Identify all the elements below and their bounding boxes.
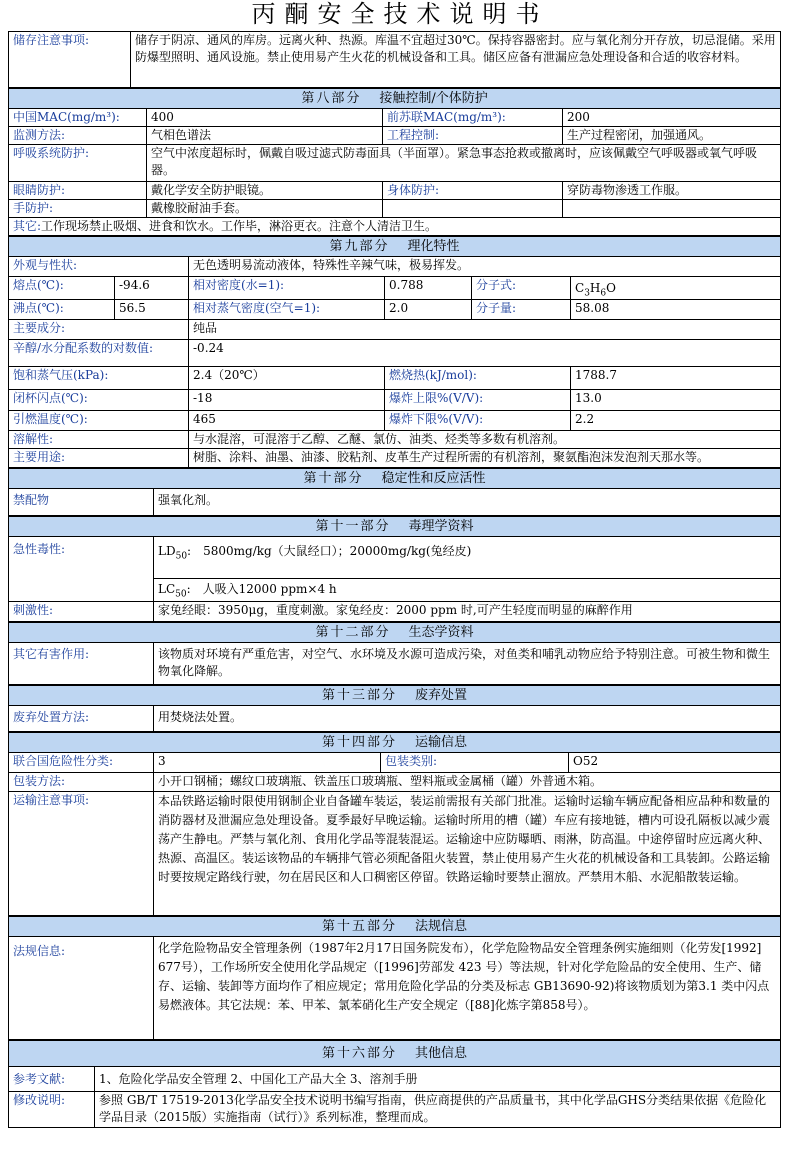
- melting-point-label: 熔点(℃):: [9, 277, 115, 300]
- lc50-text: : 人吸入12000 ppm×4 h: [186, 582, 337, 596]
- other-hazard-value: 该物质对环境有严重危害，对空气、水环境及水源可造成污染，对鱼类和哺乳动物应给予特别注意。可被生物和微生物氧化降解。: [154, 643, 781, 685]
- section-16-title: 其他信息: [415, 1046, 468, 1061]
- revision-value: 参照 GB/T 17519-2013化学品安全技术说明书编写指南，供应商提供的产品质量书，其中化学品GHS分类结果依据《危险化学品目录（2015版）实施指南（试行）》系列标准，整理而成。: [95, 1092, 781, 1128]
- lower-explosive-limit-label: 爆炸下限%(V/V):: [385, 411, 571, 431]
- section-12-header: [9, 623, 781, 643]
- section-9-header: [9, 237, 781, 257]
- package-category-value: O52: [569, 753, 781, 773]
- section-13-title: 废弃处置: [415, 688, 468, 703]
- other-protect-label: 其它:: [13, 219, 42, 233]
- un-class-label: 联合国危险性分类:: [9, 753, 154, 773]
- package-category-label: 包装类别:: [381, 753, 569, 773]
- section-12-table: [8, 622, 781, 685]
- lc50-prefix: LC: [158, 582, 176, 596]
- boiling-point-label: 沸点(℃):: [9, 300, 115, 320]
- formula-c-count: 3: [584, 288, 590, 299]
- section-11-number: 第十一部分: [315, 519, 391, 534]
- hand-protect-label: 手防护:: [9, 200, 147, 218]
- lower-explosive-limit-value: 2.2: [571, 411, 781, 431]
- section-10-number: 第十部分: [303, 471, 364, 486]
- flash-point-value: -18: [189, 390, 385, 411]
- section-10-table: [8, 468, 781, 516]
- boiling-point-value: 56.5: [115, 300, 189, 320]
- rel-density-water-label: 相对密度(水=1):: [189, 277, 385, 300]
- irritation-label: 刺激性:: [9, 602, 154, 622]
- combustion-heat-label: 燃烧热(kJ/mol):: [385, 367, 571, 390]
- main-use-label: 主要用途:: [9, 449, 189, 468]
- section-11-table: [8, 516, 781, 622]
- transport-notes-label: 运输注意事项:: [9, 792, 154, 916]
- ld50-text: : 5800mg/kg（大鼠经口）；20000mg/kg(兔经皮): [187, 544, 472, 558]
- monitor-value: 气相色谱法: [147, 127, 383, 145]
- section-9-number: 第九部分: [329, 239, 390, 254]
- formula-label: 分子式:: [472, 277, 571, 300]
- transport-notes-value: 本品铁路运输时限使用钢制企业自备罐车装运，装运前需报有关部门批准。运输时运输车辆应配备相应品种和数量的消防器材及泄漏应急处理设备。夏季最好早晚运输。运输时所用的槽（罐）车应有接地链，槽内可设孔隔板以减少震荡产生静电。严禁与氧化剂、食用化学品等混装混运。运输途中应防曝晒、雨淋，防高温。中途停留时应远离火种、热源、高温区。装运该物品的车辆排气管必须配备阻火装置，禁止使用易产生火花的机械设备和工具装卸。公路运输时要按规定路线行驶，勿在居民区和人口稠密区停留。铁路运输时要禁止溜放。严禁用木船、水泥船散装运输。: [154, 792, 781, 916]
- acute-toxicity-label: 急性毒性:: [9, 537, 154, 602]
- resp-protect-label: 呼吸系统防护:: [9, 145, 147, 182]
- section-14-header: [9, 733, 781, 753]
- monitor-label: 监测方法:: [9, 127, 147, 145]
- formula-h: H: [589, 281, 601, 295]
- eye-protect-label: 眼睛防护:: [9, 182, 147, 200]
- section-14-number: 第十四部分: [322, 735, 398, 750]
- section-14-title: 运输信息: [415, 735, 468, 750]
- upper-explosive-limit-value: 13.0: [571, 390, 781, 411]
- main-component-label: 主要成分:: [9, 320, 189, 340]
- section-15-table: [8, 916, 781, 1040]
- section-13-number: 第十三部分: [321, 688, 397, 703]
- mac-cn-label: 中国MAC(mg/m³):: [9, 109, 147, 127]
- section-9-table: [8, 236, 781, 468]
- document-title: 丙酮安全技术说明书: [251, 0, 549, 28]
- molecular-weight-value: 58.08: [571, 300, 781, 320]
- package-method-label: 包装方法:: [9, 773, 154, 792]
- appearance-value: 无色透明易流动液体，特殊性辛辣气味，极易挥发。: [189, 257, 781, 277]
- resp-protect-value: 空气中浓度超标时，佩戴自吸过滤式防毒面具（半面罩）。紧急事态抢救或撤离时，应该佩戴空气呼吸器或氧气呼吸器。: [147, 145, 781, 182]
- section-14-table: [8, 732, 781, 916]
- section-15-number: 第十五部分: [321, 919, 397, 934]
- section-8-title: 接触控制/个体防护: [379, 91, 488, 106]
- formula-c: C: [575, 281, 585, 295]
- eng-control-value: 生产过程密闭，加强通风。: [563, 127, 781, 145]
- vapor-pressure-label: 饱和蒸气压(kPa):: [9, 367, 189, 390]
- rel-density-water-value: 0.788: [385, 277, 472, 300]
- section-13-header: [9, 686, 781, 706]
- solubility-label: 溶解性:: [9, 431, 189, 449]
- storage-text: 储存于阴凉、通风的库房。远离火种、热源。库温不宜超过30℃。保持容器密封。应与氧化剂分开存放，切忌混储。采用防爆型照明、通风设施。禁止使用易产生火花的机械设备和工具。储区应备有泄漏应急处理设备和合适的收容材料。: [131, 32, 781, 88]
- section-12-title: 生态学资料: [408, 625, 474, 640]
- appearance-label: 外观与性状:: [9, 257, 189, 277]
- eng-control-label: 工程控制:: [383, 127, 563, 145]
- body-protect-label: 身体防护:: [383, 182, 563, 200]
- lc50-value: [154, 579, 781, 602]
- msds-content: [8, 31, 780, 1128]
- disposal-method-label: 废弃处置方法:: [9, 706, 154, 732]
- formula-h-count: 6: [600, 288, 607, 299]
- section-15-header: [9, 917, 781, 937]
- rel-density-air-value: 2.0: [385, 300, 472, 320]
- rel-density-air-label: 相对蒸气密度(空气=1):: [189, 300, 385, 320]
- body-protect-value: 穿防毒物渗透工作服。: [563, 182, 781, 200]
- other-hazard-label: 其它有害作用:: [9, 643, 154, 685]
- section-11-title: 毒理学资料: [408, 519, 474, 534]
- section-16-header: [9, 1041, 781, 1067]
- main-use-value: 树脂、涂料、油墨、油漆、胶粘剂、皮革生产过程所需的有机溶剂，聚氨酯泡沫发泡剂天那水等。: [189, 449, 781, 468]
- section-12-number: 第十二部分: [315, 625, 391, 640]
- incompatible-value: 强氧化剂。: [154, 489, 781, 516]
- un-class-value: 3: [154, 753, 381, 773]
- storage-table: [8, 31, 781, 88]
- upper-explosive-limit-label: 爆炸上限%(V/V):: [385, 390, 571, 411]
- ignition-temp-label: 引燃温度(℃):: [9, 411, 189, 431]
- section-16-number: 第十六部分: [321, 1046, 397, 1061]
- section-8-table: [8, 88, 781, 236]
- mac-su-label: 前苏联MAC(mg/m³):: [383, 109, 563, 127]
- irritation-value: 家兔经眼：3950μg，重度刺激。家兔经皮：2000 ppm 时,可产生轻度而明显的麻醉作用: [154, 602, 781, 622]
- log-kow-label: 辛醇/水分配系数的对数值:: [9, 340, 189, 367]
- main-component-value: 纯品: [189, 320, 781, 340]
- other-protect-row: [9, 218, 781, 236]
- mac-cn-value: 400: [147, 109, 383, 127]
- revision-label: 修改说明:: [9, 1092, 95, 1128]
- section-9-title: 理化特性: [407, 239, 460, 254]
- empty-cell: [383, 200, 563, 218]
- section-8-header: [9, 89, 781, 109]
- ignition-temp-value: 465: [189, 411, 385, 431]
- combustion-heat-value: 1788.7: [571, 367, 781, 390]
- section-8-number: 第八部分: [301, 91, 362, 106]
- other-protect-value: 工作现场禁止吸烟、进食和饮水。工作毕，淋浴更衣。注意个人清洁卫生。: [41, 219, 438, 233]
- section-16-table: [8, 1040, 781, 1128]
- regulation-value: 化学危险物品安全管理条例（1987年2月17日国务院发布），化学危险物品安全管理条例实施细则（化劳发[1992] 677号），工作场所安全使用化学品规定（[1996]劳部发 423 号）等法规，针对化学危险品的安全使用、生产、储存、运输、装卸等方面均作了相应规定；常用危险化学品的分类及标志 GB13690-92)将该物质划为第3.1 类中闪点易燃液体。其它法规：苯、甲苯、氯苯硝化生产安全规定（[88]化炼字第858号）。: [154, 937, 781, 1040]
- solubility-value: 与水混溶，可混溶于乙醇、乙醚、氯仿、油类、烃类等多数有机溶剂。: [189, 431, 781, 449]
- melting-point-value: -94.6: [115, 277, 189, 300]
- ld50-prefix: LD: [158, 544, 176, 558]
- section-10-header: [9, 469, 781, 489]
- eye-protect-value: 戴化学安全防护眼镜。: [147, 182, 383, 200]
- regulation-label: 法规信息:: [9, 937, 154, 1040]
- flash-point-label: 闭杯闪点(℃):: [9, 390, 189, 411]
- section-15-title: 法规信息: [415, 919, 468, 934]
- storage-label: 储存注意事项:: [9, 32, 131, 88]
- lc50-subscript: 50: [175, 589, 187, 600]
- section-10-title: 稳定性和反应活性: [381, 471, 486, 486]
- section-11-header: [9, 517, 781, 537]
- vapor-pressure-value: 2.4（20℃）: [189, 367, 385, 390]
- empty-cell: [563, 200, 781, 218]
- hand-protect-value: 戴橡胶耐油手套。: [147, 200, 383, 218]
- ld50-value: [154, 537, 781, 579]
- mac-su-value: 200: [563, 109, 781, 127]
- package-method-value: 小开口钢桶；螺纹口玻璃瓶、铁盖压口玻璃瓶、塑料瓶或金属桶（罐）外普通木箱。: [154, 773, 781, 792]
- incompatible-label: 禁配物: [9, 489, 154, 516]
- ld50-subscript: 50: [175, 551, 188, 562]
- disposal-method-value: 用焚烧法处置。: [154, 706, 781, 732]
- section-13-table: [8, 685, 781, 732]
- formula-o: O: [606, 281, 616, 295]
- formula-value: [571, 277, 781, 300]
- reference-value: 1、危险化学品安全管理 2、中国化工产品大全 3、溶剂手册: [95, 1067, 781, 1092]
- log-kow-value: -0.24: [189, 340, 781, 367]
- molecular-weight-label: 分子量:: [472, 300, 571, 320]
- reference-label: 参考文献:: [9, 1067, 95, 1092]
